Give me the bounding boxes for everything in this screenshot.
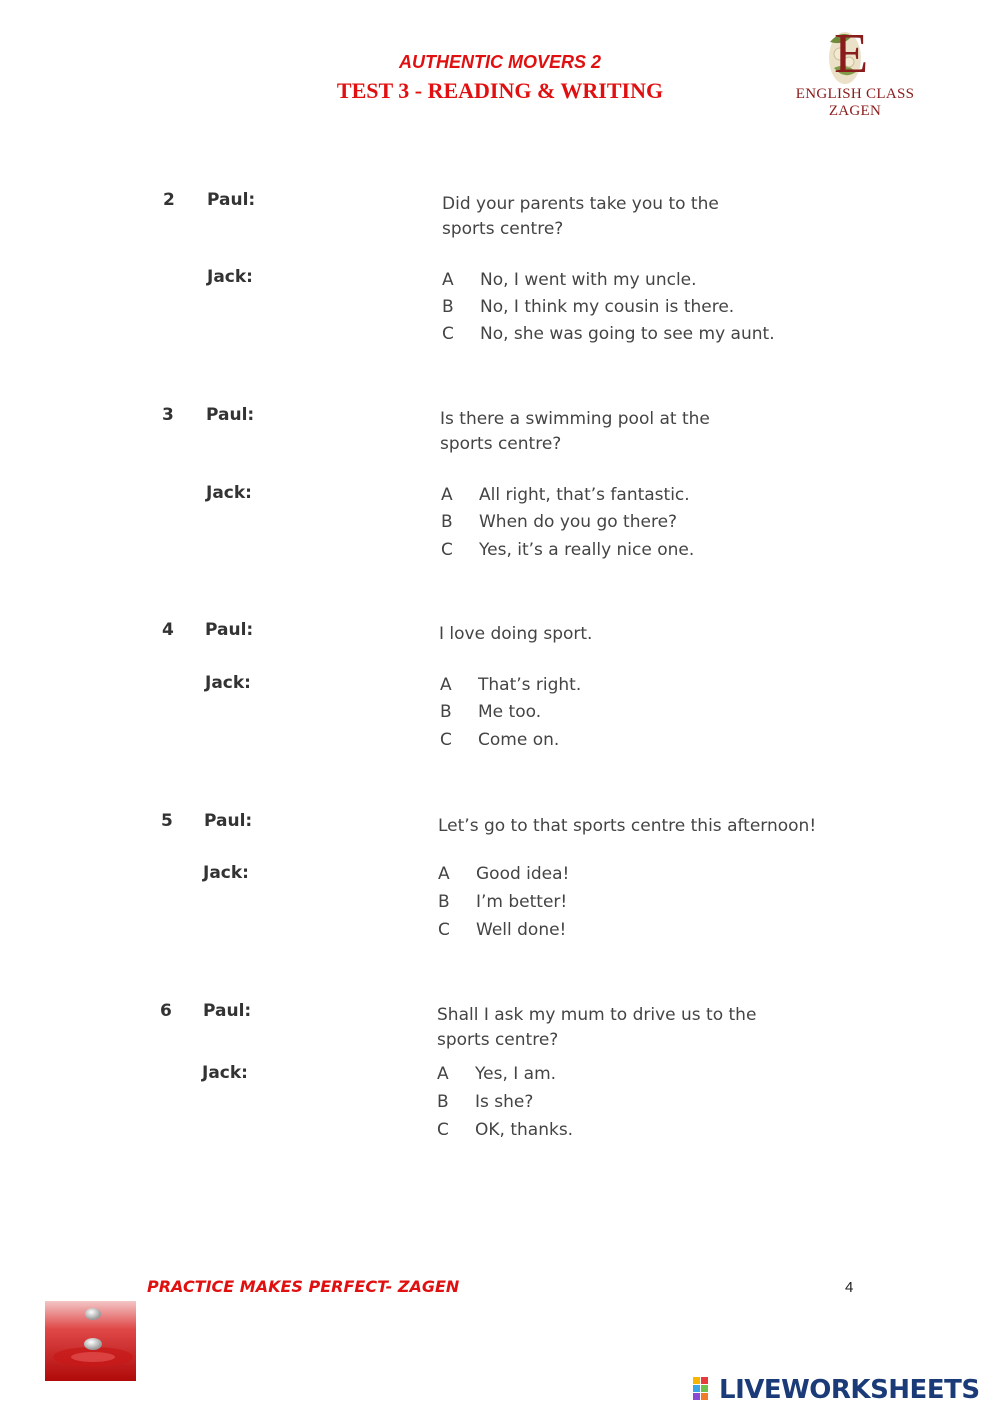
option-text: Good idea! <box>476 864 570 884</box>
prompt-line: sports centre? <box>440 434 562 454</box>
speaker-paul: Paul: <box>207 190 256 210</box>
logo-english-class-zagen <box>770 22 940 117</box>
option-a[interactable] <box>437 1064 556 1084</box>
option-a[interactable] <box>442 270 697 290</box>
option-text: Yes, I am. <box>475 1064 557 1084</box>
prompt-line: Let’s go to that sports centre this afternoon! <box>438 816 817 836</box>
option-letter: B <box>437 1092 449 1112</box>
prompt-line: sports centre? <box>437 1030 559 1050</box>
option-text: No, I think my cousin is there. <box>480 297 735 317</box>
prompt <box>440 407 860 457</box>
prompt <box>437 1003 857 1053</box>
option-text: That’s right. <box>478 675 582 695</box>
liveworksheets-brand <box>693 1373 993 1407</box>
speaker-jack: Jack: <box>206 483 252 503</box>
speaker-jack: Jack: <box>207 267 253 287</box>
option-text: OK, thanks. <box>475 1120 574 1140</box>
option-letter: C <box>441 540 453 560</box>
option-a[interactable] <box>441 485 690 505</box>
prompt <box>438 814 858 839</box>
option-letter: C <box>440 730 452 750</box>
option-text: Well done! <box>476 920 567 940</box>
question-number: 5 <box>161 811 173 831</box>
speaker-paul: Paul: <box>206 405 255 425</box>
speaker-jack: Jack: <box>205 673 251 693</box>
logo-letter: E <box>834 23 869 85</box>
speaker-paul: Paul: <box>205 620 254 640</box>
header-subtitle: TEST 3 - READING & WRITING <box>336 78 664 103</box>
option-letter: A <box>440 675 452 695</box>
option-letter: C <box>442 324 454 344</box>
logo-text: ENGLISH CLASS ZAGEN <box>795 86 915 119</box>
option-text: Is she? <box>475 1092 534 1112</box>
footer-motto: PRACTICE MAKES PERFECT- ZAGEN <box>147 1277 460 1296</box>
option-b[interactable] <box>440 702 541 722</box>
prompt-line: I love doing sport. <box>439 624 593 644</box>
option-text: Yes, it’s a really nice one. <box>479 540 695 560</box>
liveworksheets-text: LIVEWORKSHEETS <box>719 1375 980 1405</box>
option-text: When do you go there? <box>479 512 678 532</box>
option-letter: C <box>438 920 450 940</box>
option-c[interactable] <box>437 1120 573 1140</box>
option-letter: B <box>441 512 453 532</box>
speaker-jack: Jack: <box>203 863 249 883</box>
option-letter: B <box>442 297 454 317</box>
option-b[interactable] <box>442 297 734 317</box>
option-text: I’m better! <box>476 892 568 912</box>
prompt-line: sports centre? <box>442 219 564 239</box>
liveworksheets-logo-icon <box>693 1377 717 1407</box>
page-number: 4 <box>845 1279 854 1296</box>
option-letter: A <box>438 864 450 884</box>
prompt-line: Is there a swimming pool at the <box>440 409 710 429</box>
option-c[interactable] <box>440 730 559 750</box>
option-a[interactable] <box>440 675 581 695</box>
prompt-line: Shall I ask my mum to drive us to the <box>437 1005 757 1025</box>
option-text: No, I went with my uncle. <box>480 270 697 290</box>
prompt <box>439 622 859 647</box>
speaker-paul: Paul: <box>203 1001 252 1021</box>
option-text: Me too. <box>478 702 542 722</box>
option-letter: C <box>437 1120 449 1140</box>
option-text: All right, that’s fantastic. <box>479 485 690 505</box>
option-b[interactable] <box>441 512 677 532</box>
question-number: 4 <box>162 620 174 640</box>
speaker-paul: Paul: <box>204 811 253 831</box>
option-c[interactable] <box>441 540 694 560</box>
option-letter: A <box>441 485 453 505</box>
prompt-line: Did your parents take you to the <box>442 194 719 214</box>
header-title: AUTHENTIC MOVERS 2 <box>398 52 602 72</box>
option-letter: B <box>440 702 452 722</box>
option-text: Come on. <box>478 730 560 750</box>
question-number: 6 <box>160 1001 172 1021</box>
water-drop-image <box>45 1301 136 1381</box>
water-drop-icon <box>45 1301 136 1381</box>
question-number: 3 <box>162 405 174 425</box>
option-letter: A <box>442 270 454 290</box>
option-b[interactable] <box>437 1092 533 1112</box>
option-c[interactable] <box>442 324 775 344</box>
option-b[interactable] <box>438 892 567 912</box>
speaker-jack: Jack: <box>202 1063 248 1083</box>
option-a[interactable] <box>438 864 569 884</box>
option-c[interactable] <box>438 920 566 940</box>
prompt <box>442 192 862 242</box>
option-letter: A <box>437 1064 449 1084</box>
option-letter: B <box>438 892 450 912</box>
question-number: 2 <box>163 190 175 210</box>
option-text: No, she was going to see my aunt. <box>480 324 775 344</box>
